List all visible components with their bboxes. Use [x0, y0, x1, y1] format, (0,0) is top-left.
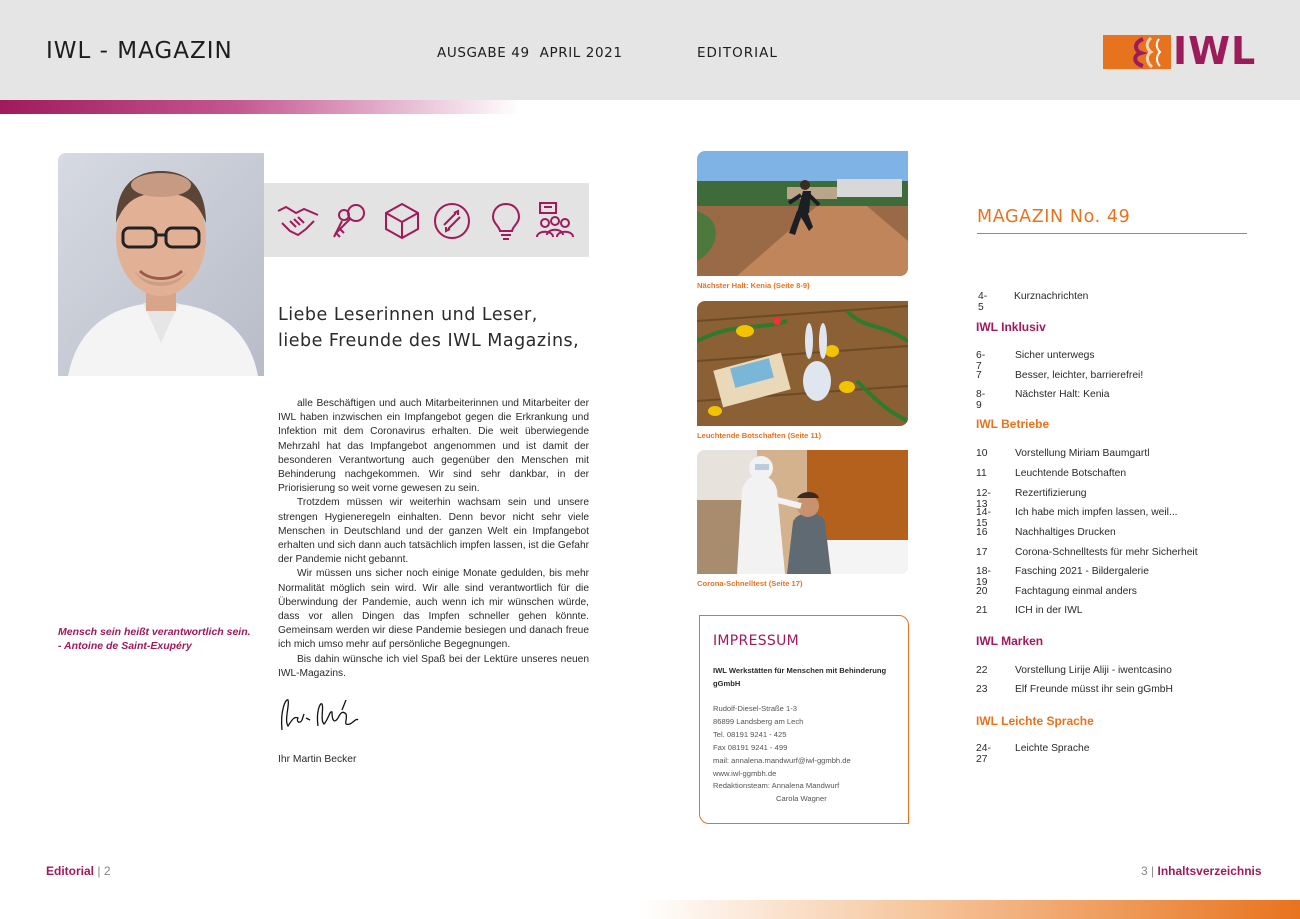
letter-paragraph: Trotzdem müssen wir weiterhin wachsam sein und unsere strengen Hygieneregeln einhalten. Denn bevor nicht sehr viele Menschen in Deutschland und der ganzen Welt ein Impfangebot erhalten und sich dann auch tatsächlich impfen lassen, ist die Gefahr der Pandemie nicht gebannt.	[278, 497, 589, 566]
toc-title-text: Nächster Halt: Kenia	[1015, 389, 1110, 400]
toc-page: 23	[976, 684, 988, 695]
toc-title-text: Fasching 2021 - Bildergalerie	[1015, 566, 1149, 577]
toc-section-heading: IWL Leichte Sprache	[976, 714, 1094, 728]
signature-icon	[276, 690, 366, 740]
toc-page: 8-9	[976, 389, 986, 411]
letter-paragraph: Bis dahin wünsche ich viel Spaß bei der Lektüre unseres neuen IWL-Magazins.	[278, 653, 589, 679]
issue-number: AUSGABE 49	[437, 45, 530, 61]
letter-paragraph: alle Beschäftigen und auch Mitarbeiterinnen und Mitarbeiter der IWL haben inzwischen ein Impfangebot gegen die Erkrankung und Infektion mit dem Coronavirus erhalten. Die weit überwiegende Mehrzahl hat das Impfangebot angenommen und ist damit der besonderen Verantwortung auch gegenüber den Menschen mit Behinderung nachgekommen. Wir sind sehr dankbar, in der Priorisierung so weit vorne gewesen zu sein.	[278, 398, 589, 495]
impressum-details	[713, 703, 851, 806]
logo-text: IWL	[1173, 29, 1257, 73]
impressum-company: IWL Werkstätten für Menschen mit Behinderung gGmbH	[713, 666, 887, 688]
footer-section: Editorial	[46, 864, 95, 878]
impressum-line: Redaktionsteam: Annalena Mandwurf	[713, 781, 840, 791]
toc-page: 24-27	[976, 743, 991, 765]
impressum-line: Rudolf-Diesel-Straße 1-3	[713, 704, 797, 713]
impressum-line: Carola Wagner	[776, 794, 827, 804]
impressum-line: Tel. 08191 9241 - 425	[713, 729, 787, 739]
toc-page: 4-5	[978, 291, 988, 313]
impressum-website[interactable]: www.iwl-ggmbh.de	[713, 768, 777, 778]
runner-photo	[697, 151, 908, 276]
toc-page: 16	[976, 527, 988, 538]
photo-caption: Nächster Halt: Kenia (Seite 8-9)	[697, 281, 810, 290]
footer-separator: |	[1151, 864, 1155, 878]
photo-caption: Leuchtende Botschaften (Seite 11)	[697, 431, 822, 440]
test-photo	[697, 450, 908, 574]
header-accent-bar	[0, 100, 520, 114]
toc-section-heading: IWL Betriebe	[976, 417, 1050, 431]
editorial-letter	[278, 397, 589, 681]
easter-photo	[697, 301, 908, 426]
portrait-photo	[58, 153, 264, 376]
toc-title-text: Corona-Schnelltests für mehr Sicherheit	[1015, 547, 1198, 558]
toc-page: 20	[976, 586, 988, 597]
toc-title-text: Vorstellung Lirije Aliji - iwentcasino	[1015, 665, 1172, 676]
toc-page: 7	[976, 370, 982, 381]
iwl-logo	[1103, 29, 1257, 73]
cube-icon	[382, 201, 422, 241]
signature-name: Ihr Martin Becker	[278, 754, 357, 765]
quote-text: Mensch sein heißt verantwortlich sein.	[58, 626, 251, 638]
toc-page: 6-7	[976, 350, 986, 372]
toc-page: 22	[976, 665, 988, 676]
toc-page: 14-15	[976, 507, 991, 529]
magazine-title: IWL - MAGAZIN	[46, 38, 233, 64]
footer-accent-bar	[640, 900, 1300, 919]
footer-page-number: 2	[103, 864, 111, 878]
issue-info	[437, 45, 623, 61]
footer-right	[1141, 864, 1262, 878]
toc-divider	[977, 233, 1247, 234]
toc-page: 10	[976, 448, 988, 459]
impressum-email[interactable]: mail: annalena.mandwurf@iwl-ggmbh.de	[713, 755, 851, 765]
toc-page: 21	[976, 605, 988, 616]
footer-separator: |	[97, 864, 101, 878]
toc-title-text: Fachtagung einmal anders	[1015, 586, 1137, 597]
toc-page: 11	[976, 468, 987, 479]
toc-page: 17	[976, 547, 988, 558]
impressum-title: IMPRESSUM	[713, 633, 800, 649]
toc-title-text: Elf Freunde müsst ihr sein gGmbH	[1015, 684, 1173, 695]
impressum-box	[699, 615, 909, 824]
quote-author: - Antoine de Saint-Exupéry	[58, 640, 192, 652]
footer-section: Inhaltsverzeichnis	[1157, 864, 1262, 878]
issue-date: APRIL 2021	[539, 45, 623, 61]
lightbulb-icon	[486, 201, 526, 241]
team-icon	[534, 201, 574, 241]
footer-page-number: 3	[1141, 864, 1148, 878]
quote	[58, 625, 251, 653]
toc-title-text: Kurznachrichten	[1014, 291, 1089, 302]
impressum-line: 86899 Landsberg am Lech	[713, 716, 804, 726]
handshake-icon	[276, 201, 316, 241]
recycle-icon	[432, 201, 472, 241]
page-header	[0, 0, 1300, 100]
section-label: EDITORIAL	[697, 45, 778, 61]
toc-title-text: Nachhaltiges Drucken	[1015, 527, 1116, 538]
greeting-line-2: liebe Freunde des IWL Magazins,	[278, 331, 580, 351]
greeting	[278, 302, 579, 354]
toc-title: MAGAZIN No. 49	[977, 207, 1131, 227]
toc-page: 12-13	[976, 488, 991, 510]
toc-page: 18-19	[976, 566, 991, 588]
toc-title-text: Sicher unterwegs	[1015, 350, 1095, 361]
icon-band	[264, 183, 589, 257]
footer-left	[46, 864, 111, 878]
toc-title-text: Leichte Sprache	[1015, 743, 1090, 754]
toc-title-text: Rezertifizierung	[1015, 488, 1087, 499]
toc-title-text: Besser, leichter, barrierefrei!	[1015, 370, 1144, 381]
toc-title-text: Ich habe mich impfen lassen, weil...	[1015, 507, 1178, 518]
logo-mark-icon	[1103, 35, 1171, 69]
photo-caption: Corona-Schnelltest (Seite 17)	[697, 579, 803, 588]
toc-title-text: ICH in der IWL	[1015, 605, 1083, 616]
impressum-line: Fax 08191 9241 - 499	[713, 742, 788, 752]
greeting-line-1: Liebe Leserinnen und Leser,	[278, 305, 538, 325]
toc-section-heading: IWL Inklusiv	[976, 320, 1046, 334]
letter-paragraph: Wir müssen uns sicher noch einige Monate gedulden, bis mehr Normalität möglich sein wird. Wir alle sind verantwortlich für die Überwindung der Pandemie, auch wenn ich mir wünschen würde, dass vor allen Dingen das Impfen schneller gehen könnte. Gemeinsam werden wir diese Pandemie besiegen und danach freue ich mich umso mehr auf persönliche Begegnungen.	[278, 568, 589, 651]
toc-section-heading: IWL Marken	[976, 634, 1044, 648]
toc-title-text: Leuchtende Botschaften	[1015, 468, 1127, 479]
keys-icon	[330, 201, 370, 241]
toc-title-text: Vorstellung Miriam Baumgartl	[1015, 448, 1150, 459]
